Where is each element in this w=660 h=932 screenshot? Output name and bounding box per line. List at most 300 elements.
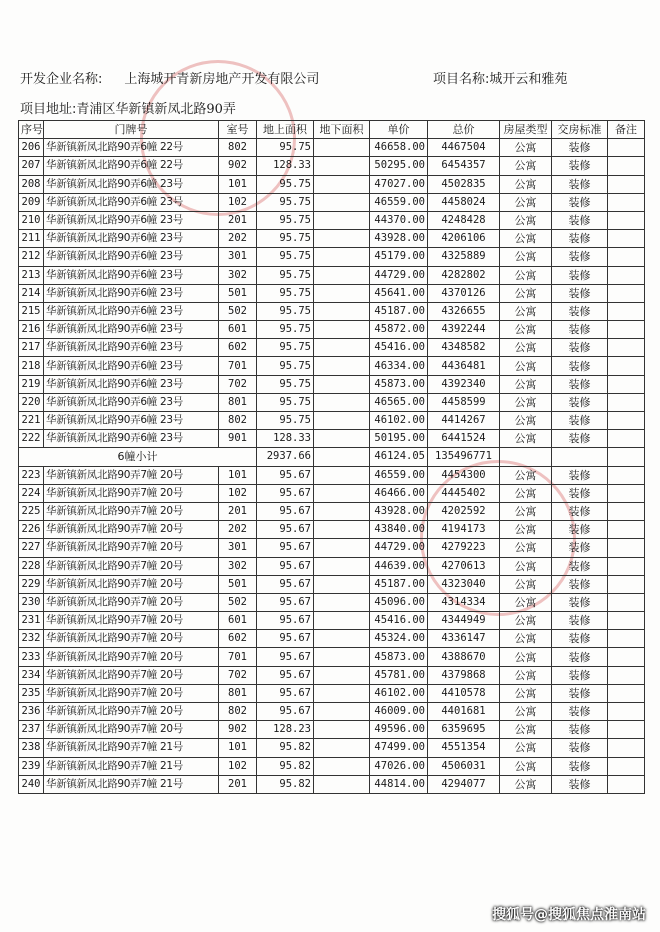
- seq-cell: 222: [19, 430, 44, 448]
- underground-area-cell: [314, 211, 370, 229]
- seq-cell: 223: [19, 466, 44, 484]
- room-cell: 502: [219, 593, 257, 611]
- total-price-cell: 4551354: [428, 739, 500, 757]
- remark-cell: [608, 684, 645, 702]
- room-cell: 602: [219, 339, 257, 357]
- table-row: [19, 466, 645, 484]
- above-ground-area-cell: 95.82: [257, 757, 314, 775]
- house-type-cell: 公寓: [500, 775, 552, 793]
- seq-cell: 230: [19, 593, 44, 611]
- room-cell: 202: [219, 521, 257, 539]
- delivery-standard-cell: 装修: [552, 211, 608, 229]
- total-price-cell: 4325889: [428, 248, 500, 266]
- house-type-cell: 公寓: [500, 630, 552, 648]
- unit-price-cell: 45187.00: [370, 575, 428, 593]
- address-cell: 华新镇新凤北路90弄6幢 23号: [44, 339, 219, 357]
- underground-area-cell: [314, 721, 370, 739]
- subtotal-total: 135496771: [428, 448, 500, 466]
- delivery-standard-cell: 装修: [552, 593, 608, 611]
- table-row: [19, 139, 645, 157]
- remark-cell: [608, 193, 645, 211]
- unit-price-cell: 43840.00: [370, 521, 428, 539]
- total-price-cell: 4454300: [428, 466, 500, 484]
- delivery-standard-cell: 装修: [552, 339, 608, 357]
- remark-cell: [608, 393, 645, 411]
- unit-price-cell: 46102.00: [370, 684, 428, 702]
- house-type-cell: 公寓: [500, 612, 552, 630]
- col-header: 地上面积: [257, 121, 314, 139]
- subtotal-type: [500, 448, 552, 466]
- unit-price-cell: 44814.00: [370, 775, 428, 793]
- total-price-cell: 6454357: [428, 157, 500, 175]
- project-line: [433, 68, 567, 87]
- remark-cell: [608, 211, 645, 229]
- total-price-cell: 4206106: [428, 230, 500, 248]
- table-row: [19, 684, 645, 702]
- seq-cell: 219: [19, 375, 44, 393]
- delivery-standard-cell: 装修: [552, 284, 608, 302]
- unit-price-cell: 45096.00: [370, 593, 428, 611]
- total-price-cell: 4458024: [428, 193, 500, 211]
- house-type-cell: 公寓: [500, 284, 552, 302]
- table-row: [19, 612, 645, 630]
- delivery-standard-cell: 装修: [552, 412, 608, 430]
- above-ground-area-cell: 128.23: [257, 721, 314, 739]
- remark-cell: [608, 175, 645, 193]
- delivery-standard-cell: 装修: [552, 466, 608, 484]
- seq-cell: 232: [19, 630, 44, 648]
- address-cell: 华新镇新凤北路90弄7幢 20号: [44, 630, 219, 648]
- above-ground-area-cell: 95.75: [257, 375, 314, 393]
- underground-area-cell: [314, 666, 370, 684]
- seq-cell: 207: [19, 157, 44, 175]
- underground-area-cell: [314, 757, 370, 775]
- address-cell: 华新镇新凤北路90弄7幢 20号: [44, 502, 219, 520]
- delivery-standard-cell: 装修: [552, 302, 608, 320]
- address-cell: 华新镇新凤北路90弄6幢 23号: [44, 211, 219, 229]
- underground-area-cell: [314, 466, 370, 484]
- underground-area-cell: [314, 648, 370, 666]
- room-cell: 801: [219, 684, 257, 702]
- above-ground-area-cell: 95.75: [257, 339, 314, 357]
- table-row: [19, 648, 645, 666]
- total-price-cell: 4379868: [428, 666, 500, 684]
- underground-area-cell: [314, 630, 370, 648]
- above-ground-area-cell: 95.75: [257, 175, 314, 193]
- remark-cell: [608, 266, 645, 284]
- col-header: 单价: [370, 121, 428, 139]
- underground-area-cell: [314, 703, 370, 721]
- col-header: 总价: [428, 121, 500, 139]
- table-row: [19, 575, 645, 593]
- address-cell: 华新镇新凤北路90弄6幢 23号: [44, 412, 219, 430]
- seq-cell: 233: [19, 648, 44, 666]
- table-row: [19, 157, 645, 175]
- underground-area-cell: [314, 230, 370, 248]
- remark-cell: [608, 557, 645, 575]
- seq-cell: 214: [19, 284, 44, 302]
- room-cell: 601: [219, 321, 257, 339]
- house-type-cell: 公寓: [500, 248, 552, 266]
- table-body-building-6: [19, 139, 645, 448]
- above-ground-area-cell: 95.67: [257, 502, 314, 520]
- house-type-cell: 公寓: [500, 593, 552, 611]
- table-row: [19, 302, 645, 320]
- col-header: 序号: [19, 121, 44, 139]
- unit-price-cell: 47027.00: [370, 175, 428, 193]
- room-cell: 202: [219, 230, 257, 248]
- above-ground-area-cell: 95.67: [257, 575, 314, 593]
- address-cell: 华新镇新凤北路90弄7幢 21号: [44, 775, 219, 793]
- remark-cell: [608, 648, 645, 666]
- remark-cell: [608, 357, 645, 375]
- room-cell: 701: [219, 648, 257, 666]
- address-cell: 华新镇新凤北路90弄6幢 23号: [44, 266, 219, 284]
- address-cell: 华新镇新凤北路90弄7幢 20号: [44, 703, 219, 721]
- address-cell: 华新镇新凤北路90弄6幢 22号: [44, 157, 219, 175]
- unit-price-cell: 45641.00: [370, 284, 428, 302]
- address-cell: 华新镇新凤北路90弄7幢 20号: [44, 684, 219, 702]
- address-cell: 华新镇新凤北路90弄7幢 20号: [44, 539, 219, 557]
- address-cell: 华新镇新凤北路90弄6幢 23号: [44, 284, 219, 302]
- table-row: [19, 284, 645, 302]
- table-subtotal: [19, 448, 645, 466]
- seq-cell: 213: [19, 266, 44, 284]
- delivery-standard-cell: 装修: [552, 357, 608, 375]
- room-cell: 801: [219, 393, 257, 411]
- underground-area-cell: [314, 357, 370, 375]
- remark-cell: [608, 739, 645, 757]
- underground-area-cell: [314, 284, 370, 302]
- address-cell: 华新镇新凤北路90弄6幢 22号: [44, 139, 219, 157]
- house-type-cell: 公寓: [500, 375, 552, 393]
- table-row: [19, 630, 645, 648]
- seq-cell: 237: [19, 721, 44, 739]
- house-type-cell: 公寓: [500, 739, 552, 757]
- subtotal-note: [608, 448, 645, 466]
- above-ground-area-cell: 95.67: [257, 521, 314, 539]
- total-price-cell: 4336147: [428, 630, 500, 648]
- room-cell: 501: [219, 284, 257, 302]
- address-cell: 华新镇新凤北路90弄6幢 23号: [44, 430, 219, 448]
- seq-cell: 218: [19, 357, 44, 375]
- room-cell: 102: [219, 757, 257, 775]
- remark-cell: [608, 157, 645, 175]
- total-price-cell: 4323040: [428, 575, 500, 593]
- table-row: [19, 375, 645, 393]
- delivery-standard-cell: 装修: [552, 666, 608, 684]
- project-name: 城开云和雅苑: [489, 72, 568, 87]
- total-price-cell: 4414267: [428, 412, 500, 430]
- remark-cell: [608, 375, 645, 393]
- above-ground-area-cell: 95.67: [257, 648, 314, 666]
- above-ground-area-cell: 95.67: [257, 557, 314, 575]
- delivery-standard-cell: 装修: [552, 739, 608, 757]
- above-ground-area-cell: 95.67: [257, 484, 314, 502]
- table-row: [19, 775, 645, 793]
- remark-cell: [608, 412, 645, 430]
- unit-price-cell: 44370.00: [370, 211, 428, 229]
- table-row: [19, 721, 645, 739]
- above-ground-area-cell: 95.75: [257, 139, 314, 157]
- total-price-cell: 4445402: [428, 484, 500, 502]
- house-type-cell: 公寓: [500, 139, 552, 157]
- house-type-cell: 公寓: [500, 703, 552, 721]
- address-cell: 华新镇新凤北路90弄6幢 23号: [44, 248, 219, 266]
- total-price-cell: 4326655: [428, 302, 500, 320]
- total-price-cell: 4502835: [428, 175, 500, 193]
- above-ground-area-cell: 95.75: [257, 248, 314, 266]
- room-cell: 101: [219, 466, 257, 484]
- underground-area-cell: [314, 375, 370, 393]
- source-watermark: 搜狐号@搜狐焦点淮南站: [492, 907, 646, 923]
- delivery-standard-cell: 装修: [552, 175, 608, 193]
- delivery-standard-cell: 装修: [552, 139, 608, 157]
- underground-area-cell: [314, 557, 370, 575]
- address-cell: 华新镇新凤北路90弄7幢 21号: [44, 739, 219, 757]
- table-row: [19, 339, 645, 357]
- above-ground-area-cell: 95.75: [257, 321, 314, 339]
- subtotal-underground: [314, 448, 370, 466]
- total-price-cell: 4506031: [428, 757, 500, 775]
- unit-price-cell: 45187.00: [370, 302, 428, 320]
- seq-cell: 209: [19, 193, 44, 211]
- table-row: [19, 230, 645, 248]
- address-cell: 华新镇新凤北路90弄7幢 20号: [44, 484, 219, 502]
- address-cell: 华新镇新凤北路90弄6幢 23号: [44, 193, 219, 211]
- seq-cell: 226: [19, 521, 44, 539]
- price-table: [18, 120, 645, 794]
- seq-cell: 228: [19, 557, 44, 575]
- delivery-standard-cell: 装修: [552, 230, 608, 248]
- above-ground-area-cell: 95.82: [257, 739, 314, 757]
- house-type-cell: 公寓: [500, 502, 552, 520]
- address-cell: 华新镇新凤北路90弄7幢 20号: [44, 466, 219, 484]
- seq-cell: 231: [19, 612, 44, 630]
- house-type-cell: 公寓: [500, 266, 552, 284]
- remark-cell: [608, 721, 645, 739]
- house-type-cell: 公寓: [500, 393, 552, 411]
- seq-cell: 211: [19, 230, 44, 248]
- underground-area-cell: [314, 430, 370, 448]
- subtotal-row: [19, 448, 645, 466]
- room-cell: 201: [219, 775, 257, 793]
- developer-name: 上海城开青新房地产开发有限公司: [124, 72, 320, 87]
- unit-price-cell: 46559.00: [370, 193, 428, 211]
- above-ground-area-cell: 95.82: [257, 775, 314, 793]
- house-type-cell: 公寓: [500, 430, 552, 448]
- address-cell: 华新镇新凤北路90弄6幢 23号: [44, 302, 219, 320]
- delivery-standard-cell: 装修: [552, 575, 608, 593]
- col-header: 房屋类型: [500, 121, 552, 139]
- underground-area-cell: [314, 502, 370, 520]
- above-ground-area-cell: 95.75: [257, 211, 314, 229]
- above-ground-area-cell: 95.75: [257, 266, 314, 284]
- table-row: [19, 739, 645, 757]
- room-cell: 102: [219, 484, 257, 502]
- remark-cell: [608, 666, 645, 684]
- underground-area-cell: [314, 321, 370, 339]
- address-label: 项目地址:: [20, 102, 77, 117]
- underground-area-cell: [314, 266, 370, 284]
- address-line: [20, 98, 236, 117]
- address-cell: 华新镇新凤北路90弄7幢 20号: [44, 557, 219, 575]
- unit-price-cell: 46559.00: [370, 466, 428, 484]
- house-type-cell: 公寓: [500, 302, 552, 320]
- delivery-standard-cell: 装修: [552, 757, 608, 775]
- above-ground-area-cell: 95.67: [257, 666, 314, 684]
- table-row: [19, 175, 645, 193]
- room-cell: 302: [219, 266, 257, 284]
- unit-price-cell: 45179.00: [370, 248, 428, 266]
- above-ground-area-cell: 95.75: [257, 193, 314, 211]
- delivery-standard-cell: 装修: [552, 375, 608, 393]
- table-header-row: [19, 121, 645, 139]
- room-cell: 101: [219, 739, 257, 757]
- above-ground-area-cell: 95.75: [257, 412, 314, 430]
- remark-cell: [608, 339, 645, 357]
- room-cell: 902: [219, 157, 257, 175]
- house-type-cell: 公寓: [500, 230, 552, 248]
- total-price-cell: 4370126: [428, 284, 500, 302]
- table-row: [19, 757, 645, 775]
- subtotal-label: 6幢小计: [19, 448, 257, 466]
- col-header: 地下面积: [314, 121, 370, 139]
- room-cell: 702: [219, 666, 257, 684]
- unit-price-cell: 46565.00: [370, 393, 428, 411]
- address-cell: 华新镇新凤北路90弄6幢 23号: [44, 357, 219, 375]
- address-cell: 华新镇新凤北路90弄7幢 20号: [44, 521, 219, 539]
- subtotal-price: 46124.05: [370, 448, 428, 466]
- table-row: [19, 211, 645, 229]
- seq-cell: 216: [19, 321, 44, 339]
- address-cell: 华新镇新凤北路90弄7幢 20号: [44, 721, 219, 739]
- above-ground-area-cell: 95.75: [257, 357, 314, 375]
- delivery-standard-cell: 装修: [552, 721, 608, 739]
- address-value: 青浦区华新镇新凤北路90弄: [76, 102, 236, 117]
- underground-area-cell: [314, 484, 370, 502]
- total-price-cell: 4279223: [428, 539, 500, 557]
- delivery-standard-cell: 装修: [552, 684, 608, 702]
- total-price-cell: 4467504: [428, 139, 500, 157]
- total-price-cell: 4270613: [428, 557, 500, 575]
- remark-cell: [608, 484, 645, 502]
- room-cell: 501: [219, 575, 257, 593]
- seq-cell: 221: [19, 412, 44, 430]
- total-price-cell: 4348582: [428, 339, 500, 357]
- table-row: [19, 193, 645, 211]
- address-cell: 华新镇新凤北路90弄7幢 20号: [44, 666, 219, 684]
- developer-label: 开发企业名称:: [20, 72, 103, 87]
- remark-cell: [608, 139, 645, 157]
- unit-price-cell: 46658.00: [370, 139, 428, 157]
- house-type-cell: 公寓: [500, 157, 552, 175]
- underground-area-cell: [314, 575, 370, 593]
- unit-price-cell: 45872.00: [370, 321, 428, 339]
- house-type-cell: 公寓: [500, 412, 552, 430]
- house-type-cell: 公寓: [500, 575, 552, 593]
- address-cell: 华新镇新凤北路90弄6幢 23号: [44, 375, 219, 393]
- total-price-cell: 4314334: [428, 593, 500, 611]
- underground-area-cell: [314, 684, 370, 702]
- above-ground-area-cell: 95.67: [257, 539, 314, 557]
- unit-price-cell: 45416.00: [370, 339, 428, 357]
- above-ground-area-cell: 95.75: [257, 230, 314, 248]
- unit-price-cell: 50295.00: [370, 157, 428, 175]
- table-row: [19, 357, 645, 375]
- unit-price-cell: 44639.00: [370, 557, 428, 575]
- room-cell: 301: [219, 248, 257, 266]
- remark-cell: [608, 466, 645, 484]
- table-row: [19, 412, 645, 430]
- developer-line: [20, 68, 319, 87]
- table-row: [19, 521, 645, 539]
- total-price-cell: 4248428: [428, 211, 500, 229]
- underground-area-cell: [314, 739, 370, 757]
- unit-price-cell: 43928.00: [370, 502, 428, 520]
- remark-cell: [608, 593, 645, 611]
- remark-cell: [608, 521, 645, 539]
- delivery-standard-cell: 装修: [552, 775, 608, 793]
- delivery-standard-cell: 装修: [552, 248, 608, 266]
- seq-cell: 240: [19, 775, 44, 793]
- address-cell: 华新镇新凤北路90弄7幢 20号: [44, 593, 219, 611]
- above-ground-area-cell: 128.33: [257, 157, 314, 175]
- unit-price-cell: 45324.00: [370, 630, 428, 648]
- unit-price-cell: 45873.00: [370, 375, 428, 393]
- underground-area-cell: [314, 593, 370, 611]
- house-type-cell: 公寓: [500, 193, 552, 211]
- house-type-cell: 公寓: [500, 484, 552, 502]
- above-ground-area-cell: 95.67: [257, 703, 314, 721]
- seq-cell: 235: [19, 684, 44, 702]
- delivery-standard-cell: 装修: [552, 266, 608, 284]
- remark-cell: [608, 612, 645, 630]
- subtotal-standard: [552, 448, 608, 466]
- underground-area-cell: [314, 612, 370, 630]
- address-cell: 华新镇新凤北路90弄6幢 23号: [44, 175, 219, 193]
- total-price-cell: 6441524: [428, 430, 500, 448]
- delivery-standard-cell: 装修: [552, 539, 608, 557]
- address-cell: 华新镇新凤北路90弄7幢 20号: [44, 575, 219, 593]
- table-row: [19, 393, 645, 411]
- underground-area-cell: [314, 521, 370, 539]
- delivery-standard-cell: 装修: [552, 648, 608, 666]
- room-cell: 802: [219, 139, 257, 157]
- remark-cell: [608, 430, 645, 448]
- unit-price-cell: 46009.00: [370, 703, 428, 721]
- delivery-standard-cell: 装修: [552, 484, 608, 502]
- above-ground-area-cell: 95.67: [257, 466, 314, 484]
- delivery-standard-cell: 装修: [552, 430, 608, 448]
- address-cell: 华新镇新凤北路90弄6幢 23号: [44, 230, 219, 248]
- remark-cell: [608, 775, 645, 793]
- address-cell: 华新镇新凤北路90弄7幢 20号: [44, 612, 219, 630]
- remark-cell: [608, 230, 645, 248]
- total-price-cell: 4344949: [428, 612, 500, 630]
- address-cell: 华新镇新凤北路90弄7幢 21号: [44, 757, 219, 775]
- room-cell: 201: [219, 502, 257, 520]
- room-cell: 802: [219, 412, 257, 430]
- seq-cell: 239: [19, 757, 44, 775]
- underground-area-cell: [314, 248, 370, 266]
- col-header: 室号: [219, 121, 257, 139]
- total-price-cell: 4194173: [428, 521, 500, 539]
- table-body-building-7: [19, 466, 645, 793]
- seq-cell: 227: [19, 539, 44, 557]
- house-type-cell: 公寓: [500, 321, 552, 339]
- remark-cell: [608, 248, 645, 266]
